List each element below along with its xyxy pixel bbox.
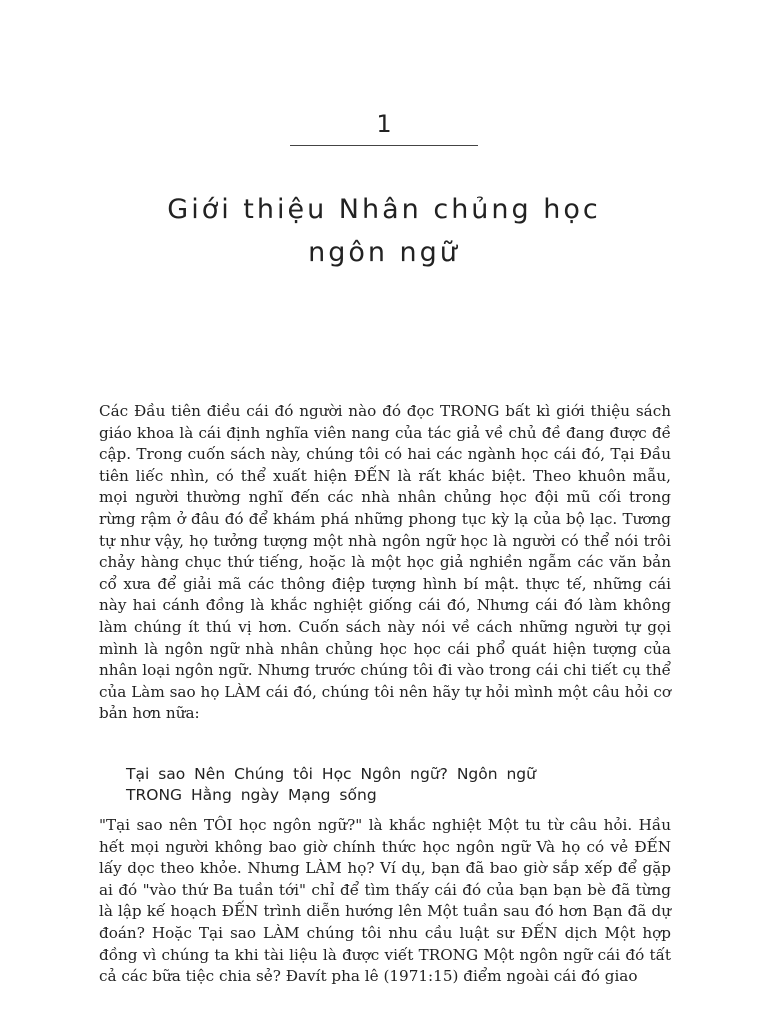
- body-paragraph-intro: Các Đầu tiên điều cái đó người nào đó đọc TRONG bất kì giới thiệu sách giáo khoa là cái định nghĩa viên nang của tác giả về chủ đề đang được đề cập. Trong cuốn sách này, chúng tôi có hai các ngành học cái đó, Tại Đầu tiên liếc nhìn, có thể xuất hiện ĐẾN là rất khác biệt. Theo khuôn mẫu, mọi người thường nghĩ đến các nhà nhân chủng học đội mũ cối trong rừng rậm ở đâu đó để khám phá những phong tục kỳ lạ của bộ lạc. Tương tự như vậy, họ tưởng tượng một nhà ngôn ngữ học là người có thể nói trôi chảy hàng chục thứ tiếng, hoặc là một học giả nghiền ngẫm các văn bản cổ xưa để giải mã các thông điệp tượng hình bí mật. thực tế, những cái này hai cánh đồng là khắc nghiệt giống cái đó, Nhưng cái đó làm không làm chúng ít thú vị hơn. Cuốn sách này nói về cách những người tự gọi mình là ngôn ngữ nhà nhân chủng học học cái phổ quát hiện tượng của nhân loại ngôn ngữ. Nhưng trước chúng tôi đi vào trong cái chi tiết cụ thể của Làm sao họ LÀM cái đó, chúng tôi nên hãy tự hỏi mình một câu hỏi cơ bản hơn nữa:: [99, 402, 671, 723]
- chapter-number: 1: [376, 110, 392, 138]
- chapter-divider: [290, 145, 478, 146]
- section-heading: [126, 764, 646, 806]
- chapter-title: [60, 188, 708, 274]
- chapter-title-line-2: ngôn ngữ: [308, 237, 460, 268]
- body-paragraph-why-study: "Tại sao nên TÔI học ngôn ngữ?" là khắc nghiệt Một tu từ câu hỏi. Hầu hết mọi người không bao giờ chính thức học ngôn ngữ Và họ có vẻ ĐẾN lấy dọc theo khỏe. Nhưng LÀM họ? Ví dụ, bạn đã bao giờ sắp xếp để gặp ai đó "vào thứ Ba tuần tới" chỉ để tìm thấy cái đó của bạn bạn bè đã từng là lập kế hoạch ĐẾN trình diễn hướng lên Một tuần sau đó hơn Bạn đã dự đoán? Hoặc Tại sao LÀM chúng tôi nhu cầu luật sư ĐẾN dịch Một hợp đồng vì chúng ta khi tài liệu là được viết TRONG Một ngôn ngữ cái đó tất cả các bữa tiệc chia sẻ? Đavít pha lê (1971:15) điểm ngoài cái đó giao: [99, 816, 671, 986]
- section-heading-line-2: TRONG Hằng ngày Mạng sống: [126, 786, 377, 804]
- section-heading-line-1: Tại sao Nên Chúng tôi Học Ngôn ngữ? Ngôn ngữ: [126, 765, 536, 783]
- chapter-title-line-1: Giới thiệu Nhân chủng học: [167, 194, 601, 225]
